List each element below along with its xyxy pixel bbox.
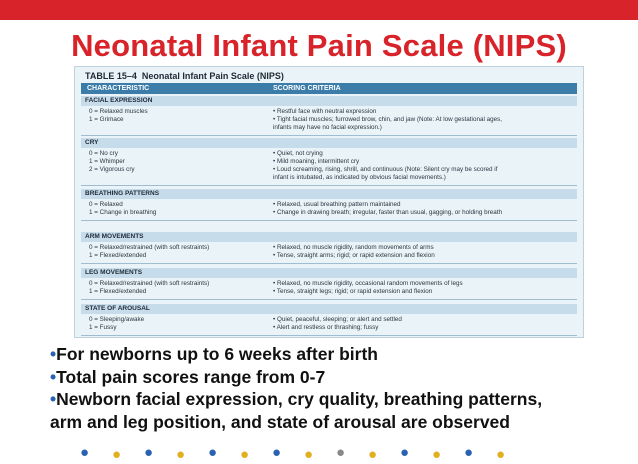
- score-value: 1 = Grimace: [89, 116, 124, 123]
- baby-foot-icon: ●: [368, 446, 378, 463]
- table-section: [81, 189, 577, 221]
- scoring-criterion: • Tense, straight legs; rigid; or rapid extension and flexion: [273, 288, 433, 295]
- section-name: FACIAL EXPRESSION: [85, 97, 153, 104]
- baby-foot-icon: ●: [272, 444, 282, 461]
- scoring-criterion: • Relaxed, no muscle rigidity, random movements of arms: [273, 244, 434, 251]
- section-header-band: [81, 189, 577, 199]
- score-value: 0 = No cry: [89, 150, 118, 157]
- score-value: 0 = Relaxed: [89, 201, 123, 208]
- section-name: LEG MOVEMENTS: [85, 269, 143, 276]
- section-name: STATE OF AROUSAL: [85, 305, 150, 312]
- section-header-band: [81, 232, 577, 242]
- score-value: 1 = Change in breathing: [89, 209, 157, 216]
- bullet-item: •For newborns up to 6 weeks after birth: [50, 344, 378, 364]
- scoring-criterion: • Alert and restless or thrashing; fussy: [273, 324, 379, 331]
- score-value: 0 = Relaxed/restrained (with soft restraints): [89, 244, 210, 251]
- table-caption-text: Neonatal Infant Pain Scale (NIPS): [141, 71, 284, 81]
- section-name: BREATHING PATTERNS: [85, 190, 160, 197]
- score-value: 1 = Whimper: [89, 158, 125, 165]
- scoring-criterion: • Tense, straight arms; rigid; or rapid extension and flexion: [273, 252, 435, 259]
- scoring-criterion: infants may have no facial expression.): [273, 124, 382, 131]
- score-value: 1 = Flexed/extended: [89, 288, 147, 295]
- scoring-criterion: • Relaxed, no muscle rigidity, occasional random movements of legs: [273, 280, 463, 287]
- scoring-criterion: • Relaxed, usual breathing pattern maintained: [273, 201, 401, 208]
- table-section: [81, 96, 577, 136]
- baby-foot-icon: ●: [80, 444, 90, 461]
- table-caption-number: TABLE 15–4: [85, 71, 137, 81]
- baby-foot-icon: ●: [336, 444, 346, 461]
- table-section: [81, 138, 577, 186]
- section-header-band: [81, 304, 577, 314]
- scoring-criterion: infant is intubated, as indicated by obvious facial movements.): [273, 174, 446, 181]
- score-value: 1 = Flexed/extended: [89, 252, 147, 259]
- section-name: CRY: [85, 139, 99, 146]
- baby-foot-icon: ●: [496, 446, 506, 463]
- score-value: 2 = Vigorous cry: [89, 166, 135, 173]
- top-banner: [0, 0, 638, 20]
- header-scoring-criteria: SCORING CRITERIA: [273, 85, 341, 92]
- section-name: ARM MOVEMENTS: [85, 233, 144, 240]
- slide-title: Neonatal Infant Pain Scale (NIPS): [71, 28, 567, 63]
- baby-foot-icon: ●: [208, 444, 218, 461]
- nips-table: [74, 66, 584, 338]
- scoring-criterion: • Restful face with neutral expression: [273, 108, 377, 115]
- score-value: 0 = Relaxed muscles: [89, 108, 148, 115]
- section-header-band: [81, 138, 577, 148]
- table-section: [81, 268, 577, 300]
- bullet-item: •Total pain scores range from 0-7: [50, 366, 326, 387]
- table-section: [81, 232, 577, 264]
- bullet-item: •Newborn facial expression, cry quality, breathing patterns,: [50, 389, 543, 409]
- scoring-criterion: • Tight facial muscles; furrowed brow, chin, and jaw (Note: At low gestational ages,: [273, 116, 503, 123]
- bullet-item-continuation: arm and leg position, and state of arousal are observed: [50, 411, 510, 432]
- score-value: 1 = Fussy: [89, 324, 117, 331]
- baby-foot-icon: ●: [400, 444, 410, 461]
- baby-foot-icon: ●: [112, 446, 122, 463]
- footer-decoration: [80, 444, 530, 464]
- scoring-criterion: • Quiet, peaceful, sleeping; or alert and settled: [273, 316, 402, 323]
- table-section: [81, 304, 577, 336]
- baby-foot-icon: ●: [432, 446, 442, 463]
- section-header-band: [81, 268, 577, 278]
- scoring-criterion: • Loud screaming, rising, shrill, and continuous (Note: Silent cry may be scored if: [273, 166, 498, 173]
- baby-foot-icon: ●: [240, 446, 250, 463]
- table-header-row: [81, 83, 577, 94]
- banner-divider: [0, 20, 638, 22]
- scoring-criterion: • Mild moaning, intermittent cry: [273, 158, 360, 165]
- baby-foot-icon: ●: [176, 446, 186, 463]
- scoring-criterion: • Quiet, not crying: [273, 150, 323, 157]
- section-header-band: [81, 96, 577, 106]
- baby-foot-icon: ●: [144, 444, 154, 461]
- baby-foot-icon: ●: [464, 444, 474, 461]
- bullet-list: [50, 343, 620, 433]
- score-value: 0 = Relaxed/restrained (with soft restraints): [89, 280, 210, 287]
- score-value: 0 = Sleeping/awake: [89, 316, 145, 323]
- header-characteristic: CHARACTERISTIC: [87, 85, 150, 92]
- baby-foot-icon: ●: [304, 446, 314, 463]
- table-caption: [85, 71, 284, 81]
- scoring-criterion: • Change in drawing breath; irregular, faster than usual, gagging, or holding breath: [273, 209, 503, 216]
